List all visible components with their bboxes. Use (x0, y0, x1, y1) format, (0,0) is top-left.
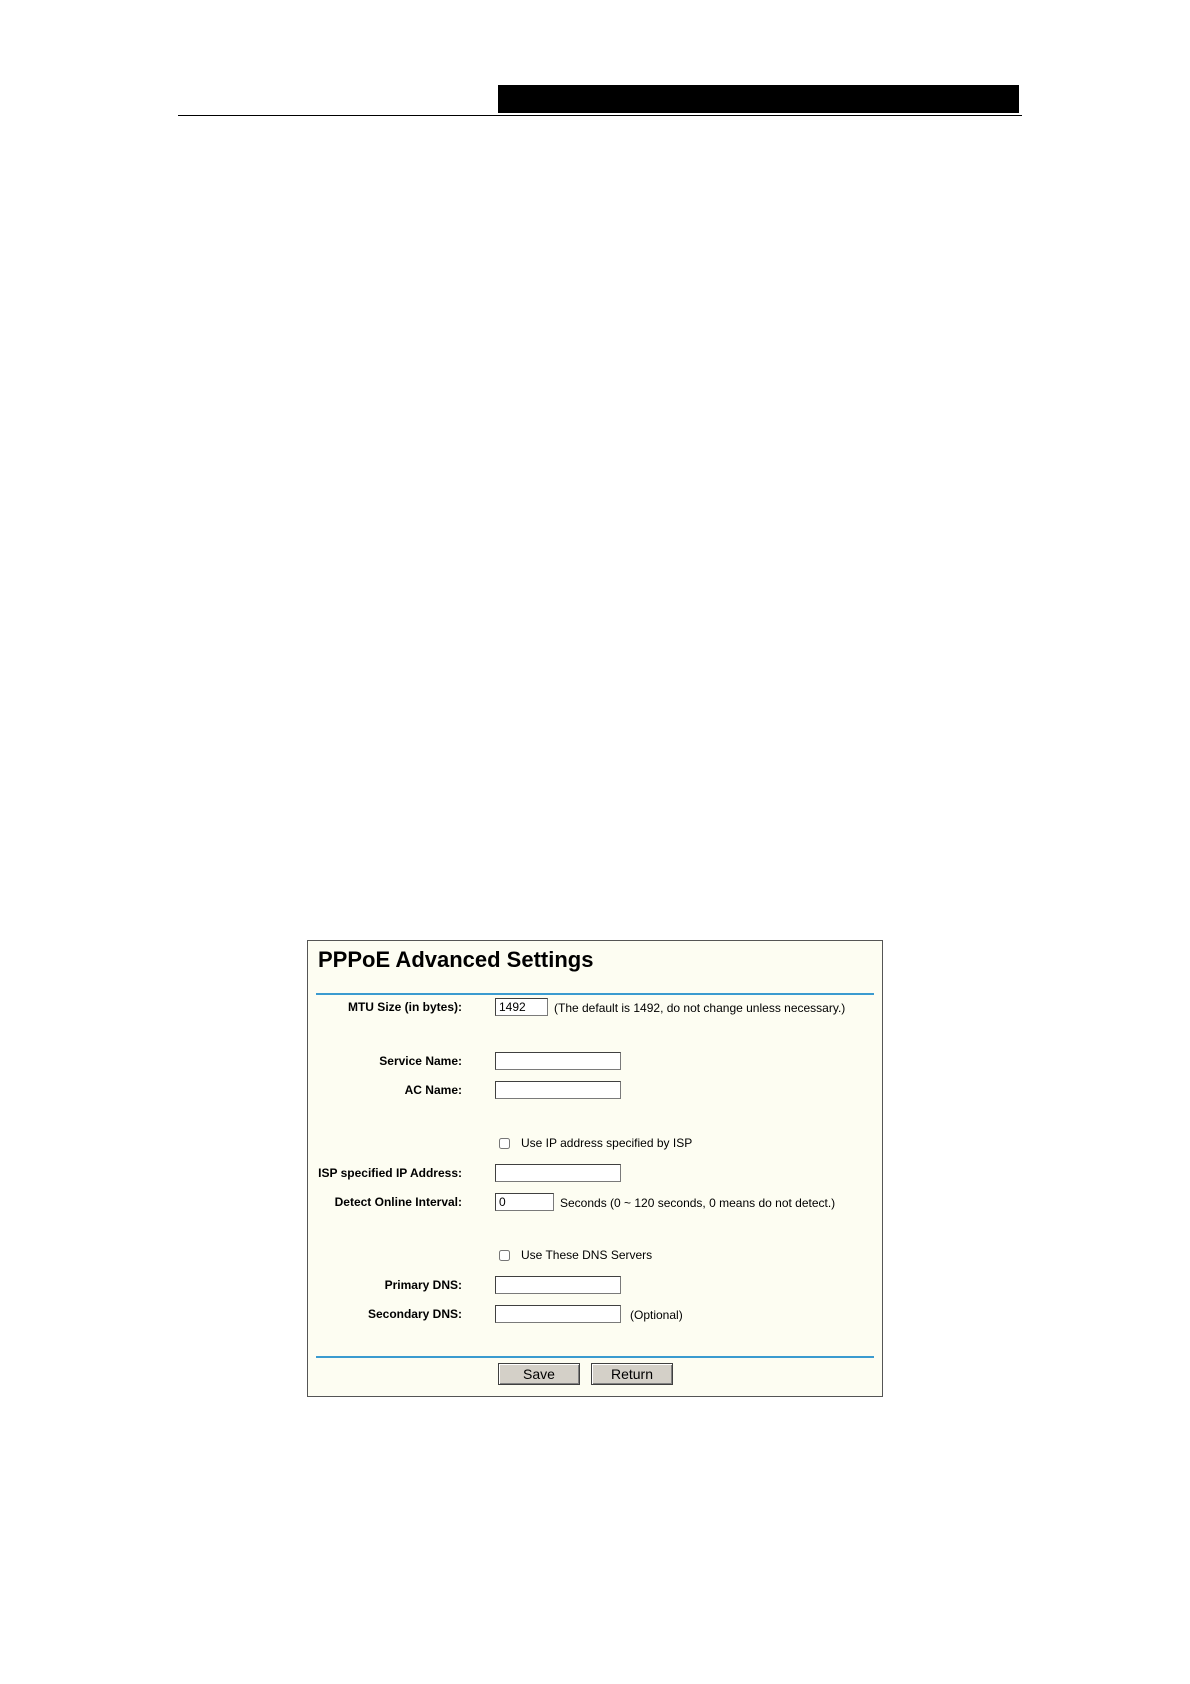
bottom-divider (316, 1356, 874, 1358)
use-dns-label: Use These DNS Servers (521, 1248, 653, 1262)
detect-interval-label: Detect Online Interval: (334, 1195, 462, 1209)
save-button[interactable]: Save (498, 1363, 580, 1385)
mtu-hint: (The default is 1492, do not change unless necessary.) (554, 1001, 846, 1015)
use-dns-checkbox[interactable] (499, 1250, 510, 1261)
secondary-dns-input[interactable] (495, 1305, 621, 1323)
detect-interval-hint: Seconds (0 ~ 120 seconds, 0 means do not detect.) (560, 1196, 836, 1210)
primary-dns-label: Primary DNS: (384, 1278, 462, 1292)
mtu-label: MTU Size (in bytes): (347, 1000, 462, 1014)
ac-name-input[interactable] (495, 1081, 621, 1099)
detect-interval-input[interactable] (495, 1193, 554, 1211)
return-button[interactable]: Return (591, 1363, 673, 1385)
use-isp-ip-checkbox[interactable] (499, 1138, 510, 1149)
service-name-input[interactable] (495, 1052, 621, 1070)
primary-dns-input[interactable] (495, 1276, 621, 1294)
page-header-rule (178, 115, 1022, 116)
mtu-input[interactable] (495, 998, 548, 1016)
pppoe-advanced-settings-panel (307, 940, 883, 1397)
service-name-label: Service Name: (379, 1054, 462, 1068)
use-isp-ip-label: Use IP address specified by ISP (521, 1136, 693, 1150)
isp-ip-input[interactable] (495, 1164, 621, 1182)
top-divider (316, 993, 874, 995)
secondary-dns-hint: (Optional) (630, 1308, 683, 1322)
secondary-dns-label: Secondary DNS: (367, 1307, 462, 1321)
ac-name-label: AC Name: (404, 1083, 462, 1097)
page-header-bar (498, 85, 1019, 113)
panel-title: PPPoE Advanced Settings (318, 947, 594, 972)
isp-ip-label: ISP specified IP Address: (318, 1166, 462, 1180)
